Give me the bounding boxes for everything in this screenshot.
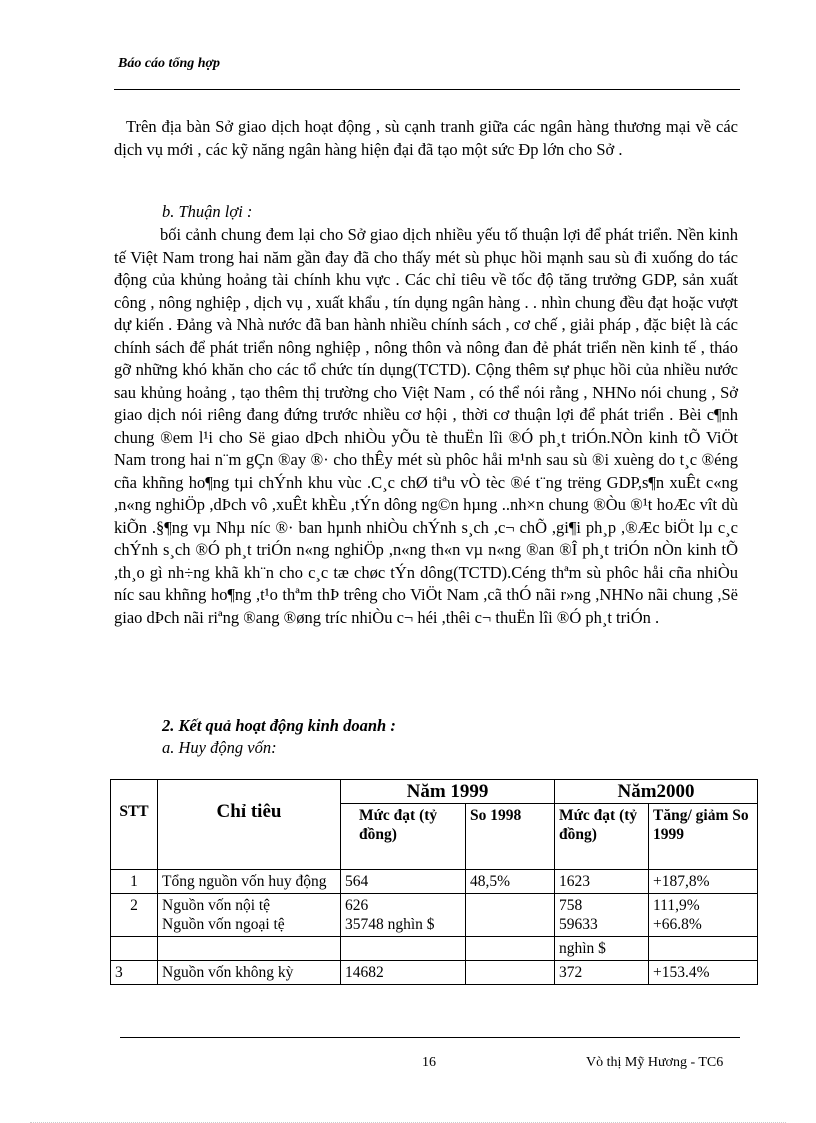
row-value: 1623 <box>555 870 649 894</box>
row-value: nghìn $ <box>555 937 649 961</box>
capital-mobilization-table <box>110 779 758 985</box>
row-value: +153.4% <box>649 961 758 985</box>
footer-rule <box>120 1037 740 1038</box>
row-name <box>158 937 341 961</box>
row-value <box>466 894 555 937</box>
intro-text: Trên địa bàn Sở giao dịch hoạt động , sù cạnh tranh giữa các ngân hàng thương mại về các dịch vụ mới , các kỹ năng ngân hàng hiện đại đã tạo một sức Đp lớn cho Sở . <box>114 117 738 159</box>
table-row <box>111 961 758 985</box>
row-stt <box>111 937 158 961</box>
page-number: 16 <box>422 1055 436 1070</box>
section-2-title: 2. Kết quả hoạt động kinh doanh : <box>162 716 396 735</box>
row-value <box>466 937 555 961</box>
row-value: 564 <box>341 870 466 894</box>
row-stt: 3 <box>111 961 158 985</box>
indicator-header: Chỉ tiêu <box>158 780 341 870</box>
section-2a-heading: a. Huy động vốn: <box>162 738 277 757</box>
row-value-cell <box>649 894 758 937</box>
row-value-cell <box>341 894 466 937</box>
row-value <box>649 937 758 961</box>
header-rule <box>114 89 740 90</box>
row-name: Nguồn vốn không kỳ <box>158 961 341 985</box>
row-value: +187,8% <box>649 870 758 894</box>
row-name: Nguồn vốn nội tệ <box>162 897 271 914</box>
footer-author: Vò thị Mỹ Hương - TC6 <box>586 1055 724 1070</box>
row-stt: 1 <box>111 870 158 894</box>
row-value-cell <box>555 894 649 937</box>
row-value: 111,9% <box>653 897 700 914</box>
section-b-text: bối cảnh chung đem lại cho Sở giao dịch nhiều yếu tố thuận lợi để phát triển. Nền kinh tế Việt Nam trong hai năm gần đay đã cho thấy mét sù phục hồi mạnh sau sù đi xuống do tác động của khủng hoảng tài chính khu vực . Các chỉ tiêu về tốc độ tăng trưởng GDP, sản xuất công , nông nghiệp , dịch vụ , xuất khẩu , tín dụng ngân hàng . . nhìn chung đều đạt hoặc vượt dự kiến . Đảng và Nhà nước đã ban hành nhiều chính sách , cơ chế , giải pháp , đặc biệt là các chính sách để phát triển nông nghiệp , nông thôn và nông đan đẻ phát triển nền kinh tế , tháo gỡ những khó khăn cho các tổ chức tín dụng(TCTD). Cộng thêm sự phục hồi của nhiều nước sau khủng hoảng , tạo thêm thị trường cho Việt Nam , có thể nói rằng , NHNo nói chung , Sở giao dịch nói riêng đang đứng trước nhiều cơ hội , thời cơ thuận lợi để phát triển . Bèi c¶nh chung ®em l¹i cho Së giao dÞch nhiÒu yÕu tè thuËn lîi ®Ó ph¸t triÓn.NÒn kinh tÕ ViÖt Nam trong hai n¨m gÇn ®ay ®· cho thÊy mét sù phôc håi m¹nh sau sù ®i xuèng do t¸c ®éng cña khñng ho¶ng tµi chÝnh khu vùc .C¸c chØ tiªu vÒ tèc ®é t¨ng trëng GDP,s¶n xuÊt c«ng ,n«ng nghiÖp ,dÞch vô ,xuÊt khÈu ,tÝn dông ng©n hµng ..nh×n chung ®Òu ®¹t hoÆc vît dù kiÕn .§¶ng vµ Nhµ níc ®· ban hµnh nhiÒu chÝnh s¸ch ,c¬ chÕ ,gi¶i ph¸p ,®Æc biÖt lµ c¸c chÝnh s¸ch ®Ó ph¸t triÓn n«ng nghiÖp ,n«ng th«n vµ n«ng ®an ®Î ph¸t triÓn nÒn kinh tÕ ,th¸o gì nh÷ng khã kh¨n cho c¸c tæ chøc tÝn dông(TCTD).Céng thªm sù phôc håi cña nhiÒu níc sau khñng ho¶ng ,t¹o thªm thÞ trêng cho ViÖt Nam ,cã thÓ nãi r»ng ,NHNo nãi chung ,Së giao dÞch nãi riªng ®ang ®øng tríc nhiÒu c¬ héi ,thêi c¬ thuËn lîi ®Ó ph¸t triÓn . <box>114 225 738 627</box>
row-name: Nguồn vốn ngoại tệ <box>162 916 285 933</box>
row-value: 626 <box>345 897 369 914</box>
report-title: Báo cáo tổng hợp <box>118 56 221 71</box>
row-value: 758 <box>559 897 583 914</box>
row-value <box>466 961 555 985</box>
section-b-body <box>114 224 738 629</box>
row-value: 35748 nghìn $ <box>345 916 435 933</box>
row-stt: 2 <box>111 894 158 937</box>
table-row <box>111 894 758 937</box>
row-value <box>341 937 466 961</box>
y1999-level-header: Mức đạt (tỷ đồng) <box>341 804 466 870</box>
table-header-row <box>111 780 758 804</box>
row-value: 372 <box>555 961 649 985</box>
row-value: 48,5% <box>466 870 555 894</box>
table-row <box>111 937 758 961</box>
row-value: 59633 <box>559 916 598 933</box>
intro-paragraph <box>114 116 738 161</box>
row-value: +66.8% <box>653 916 702 933</box>
row-name: Tổng nguồn vốn huy động <box>158 870 341 894</box>
year-2000-header: Năm2000 <box>555 780 758 804</box>
y2000-change-header: Tăng/ giảm So 1999 <box>649 804 758 870</box>
row-name-cell <box>158 894 341 937</box>
y2000-level-header: Mức đạt (tỷ đồng) <box>555 804 649 870</box>
y1999-vs1998-header: So 1998 <box>466 804 555 870</box>
year-1999-header: Năm 1999 <box>341 780 555 804</box>
row-value: 14682 <box>341 961 466 985</box>
section-b-heading: b. Thuận lợi : <box>162 202 253 221</box>
stt-header: STT <box>111 780 158 870</box>
table-row <box>111 870 758 894</box>
